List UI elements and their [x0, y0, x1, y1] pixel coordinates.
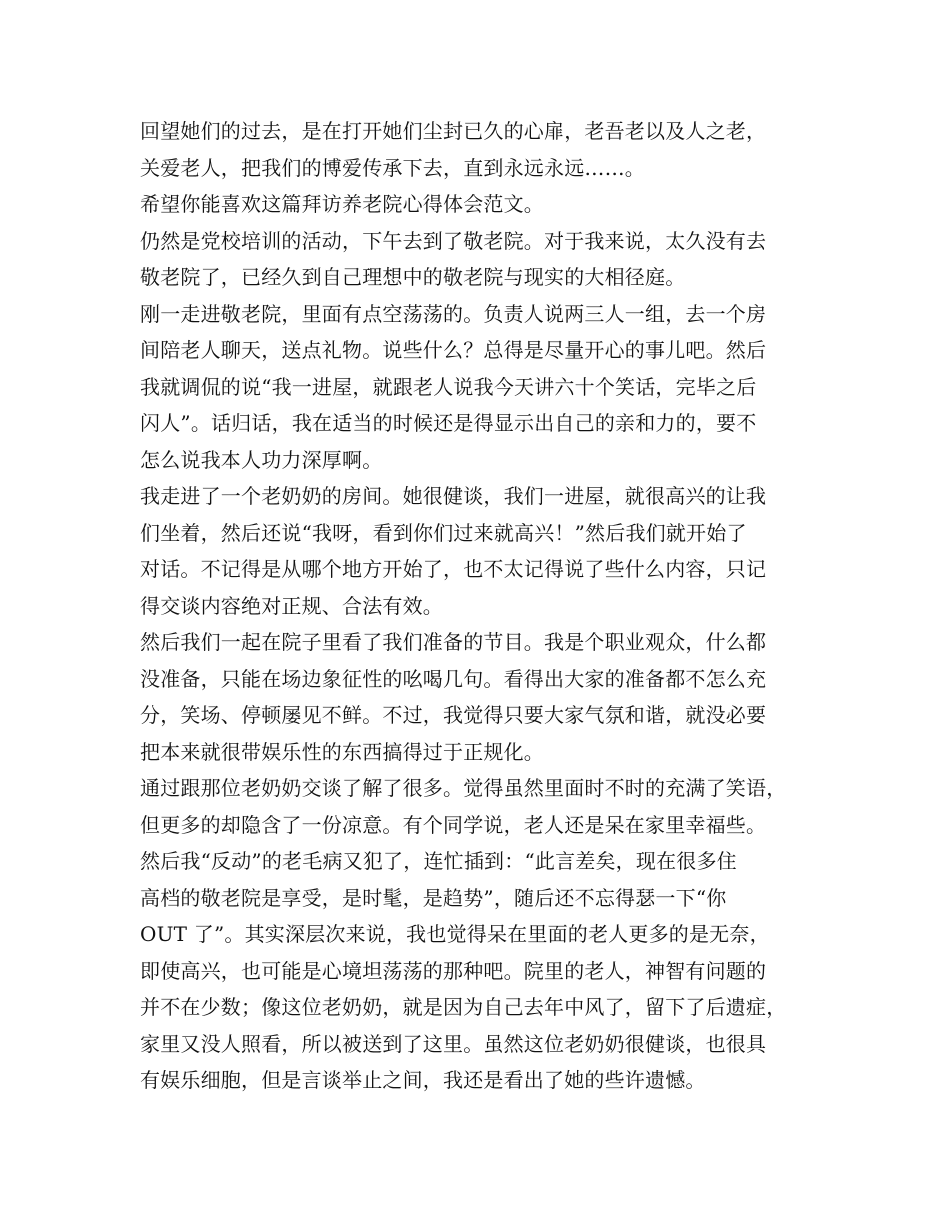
- text-line: 分，笑场、停顿屡见不鲜。不过，我觉得只要大家气氛和谐，就没必要: [140, 703, 767, 727]
- document-body: [140, 113, 820, 1099]
- text-line: 我就调侃的说“我一进屋，就跟老人说我今天讲六十个笑话，完毕之后: [140, 374, 757, 399]
- text-line: 高档的敬老院是享受，是时髦，是趋势”，随后还不忘得瑟一下“你: [140, 885, 727, 910]
- text-line: 希望你能喜欢这篇拜访养老院心得体会范文。: [140, 192, 544, 216]
- text-line: 间陪老人聊天，送点礼物。说些什么？总得是尽量开心的事儿吧。然后: [140, 338, 767, 362]
- text-line: 即使高兴，也可能是心境坦荡荡的那种吧。院里的老人，神智有问题的: [140, 958, 767, 983]
- text-line: 关爱老人，把我们的博爱传承下去，直到永远永远……。: [140, 155, 645, 180]
- text-line: 然后我们一起在院子里看了我们准备的节目。我是个职业观众，什么都: [140, 630, 767, 654]
- text-line: 仍然是党校培训的活动，下午去到了敬老院。对于我来说，太久没有去: [140, 228, 767, 253]
- text-line: 敬老院了，已经久到自己理想中的敬老院与现实的大相径庭。: [140, 265, 686, 289]
- text-line: 没准备，只能在场边象征性的吆喝几句。看得出大家的准备都不怎么充: [140, 666, 767, 691]
- text-line: 有娱乐细胞，但是言谈举止之间，我还是看出了她的些许遗憾。: [140, 1068, 706, 1092]
- text-line: 怎么说我本人功力深厚啊。: [140, 447, 383, 472]
- text-line: 对话。不记得是从哪个地方开始了，也不太记得说了些什么内容，只记: [140, 557, 767, 581]
- text-line: 得交谈内容绝对正规、合法有效。: [140, 593, 443, 618]
- text-line: 把本来就很带娱乐性的东西搞得过于正规化。: [140, 739, 544, 764]
- text-line: 家里又没人照看，所以被送到了这里。虽然这位老奶奶很健谈，也很具: [140, 1031, 767, 1056]
- text-line: 闪人”。话归话，我在适当的时候还是得显示出自己的亲和力的，要不: [140, 411, 757, 435]
- text-line: 然后我“反动”的老毛病又犯了，连忙插到：“此言差矣，现在很多住: [140, 849, 737, 873]
- text-line: 们坐着，然后还说“我呀，看到你们过来就高兴！”然后我们就开始了: [140, 520, 747, 545]
- text-line: 但更多的却隐含了一份凉意。有个同学说，老人还是呆在家里幸福些。: [140, 812, 767, 837]
- text-line: 我走进了一个老奶奶的房间。她很健谈，我们一进屋，就很高兴的让我: [140, 484, 767, 508]
- text-line: OUT 了”。其实深层次来说，我也觉得呆在里面的老人更多的是无奈，: [140, 922, 770, 946]
- text-line: 并不在少数；像这位老奶奶，就是因为自己去年中风了，留下了后遗症，: [140, 995, 787, 1019]
- text-line: 刚一走进敬老院，里面有点空荡荡的。负责人说两三人一组，去一个房: [140, 301, 767, 326]
- text-line: 通过跟那位老奶奶交谈了解了很多。觉得虽然里面时不时的充满了笑语，: [140, 776, 787, 800]
- text-line: 回望她们的过去，是在打开她们尘封已久的心扉，老吾老以及人之老，: [140, 119, 767, 143]
